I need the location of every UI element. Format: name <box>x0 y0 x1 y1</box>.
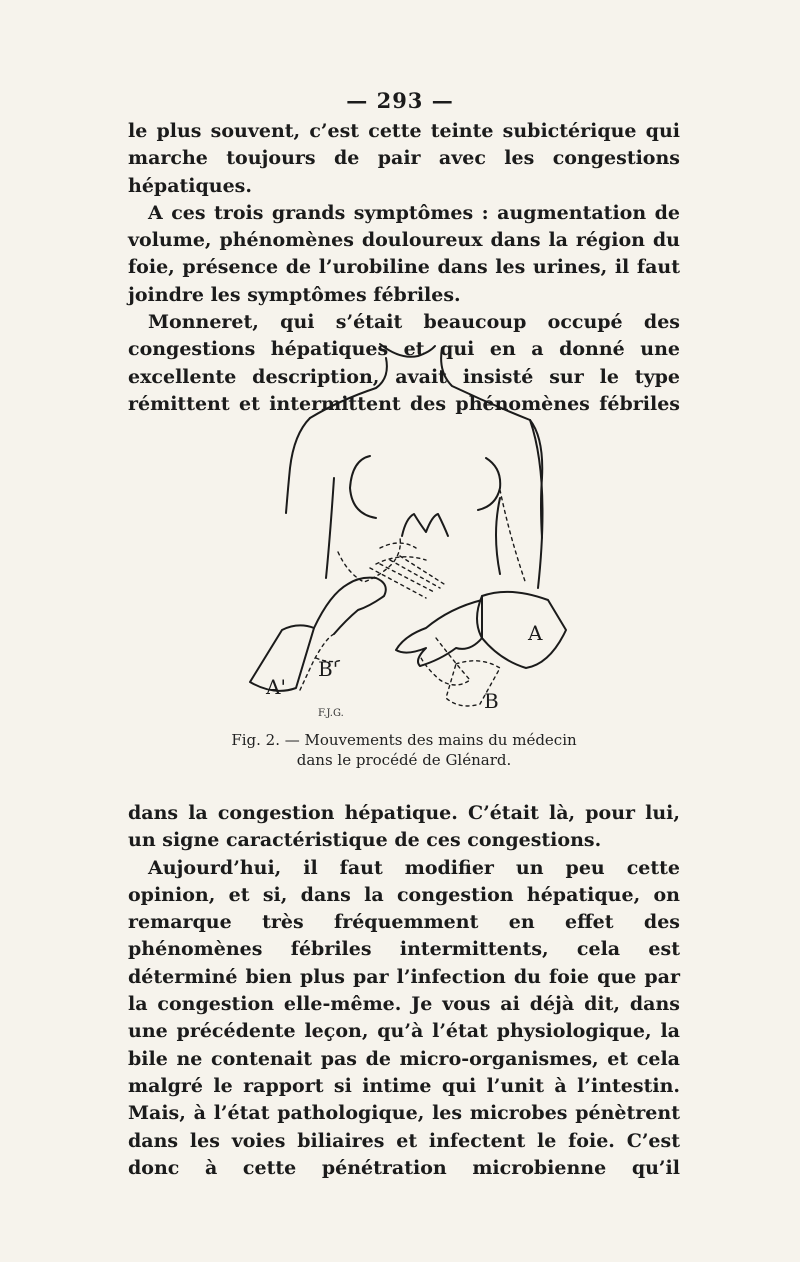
figure-illustration <box>230 338 580 720</box>
flank-right <box>496 498 500 574</box>
dotted-ribs <box>376 543 426 564</box>
ribcage-arch <box>402 514 448 536</box>
dotted-fingers <box>370 556 444 598</box>
paragraph: A ces trois grands symptômes : augmentation de volume, phénomènes douloureux dans la région du foie, présence de l’urobiline dans les urines, il faut joindre les symptômes fébriles. <box>128 201 680 306</box>
chin-line <box>380 344 435 357</box>
paragraph: dans la congestion hépatique. C’était là, pour lui, un signe caractéristique de ces congestions. <box>128 802 680 852</box>
label-a-right: A <box>528 621 543 645</box>
paragraph: Monneret, qui s’était beaucoup occupé des congestions hépatiques et qui en a donné une excellente description, avait insisté sur le type rémittent et intermittent des phénomènes fébriles <box>128 311 680 415</box>
paragraph: Aujourd’hui, il faut modifier un peu cette opinion, et si, dans la congestion hépatique, on remarque très fréquemment en effet des phénomènes fébriles intermittents, cela est déterminé bien plus par l’infection du foie que par la congestion elle-même. Je vous ai déjà dit, dans une précédente leçon, qu’à l’état physiologique, la bile ne contenait pas de micro-organismes, et cela malgré le rapport si intime qui l’unit à l’intestin. Mais, à l’état pathologique, les microbes pénètrent dans les voies biliaires et infectent le foie. C’est donc à cette pénétration microbienne qu’il <box>128 856 680 1179</box>
dotted-hand-right <box>420 638 470 685</box>
right-breast <box>478 458 500 510</box>
caption-line-2: dans le procédé de Glénard. <box>296 751 512 769</box>
bottom-text-block <box>128 800 680 1182</box>
left-hand <box>314 578 386 634</box>
dotted-chest-right <box>500 490 526 584</box>
right-hand <box>396 600 482 666</box>
paragraph: le plus souvent, c’est cette teinte subictérique qui marche toujours de pair avec les congestions hépatiques. <box>128 120 680 197</box>
page-number: — 293 — <box>346 88 454 113</box>
figure-caption <box>128 730 680 770</box>
flank-left <box>326 478 334 578</box>
left-breast <box>350 456 376 518</box>
label-a-left: A' <box>266 675 286 699</box>
label-b-right: B <box>484 689 499 713</box>
neck-left <box>310 358 387 418</box>
neck-right <box>441 348 530 420</box>
label-b-left: B' <box>318 657 339 681</box>
engraver-signature: F.J.G. <box>318 708 344 719</box>
torso-left-side <box>286 418 310 513</box>
caption-line-1: Fig. 2. — Mouvements des mains du médecin <box>231 731 577 749</box>
torso-hands-drawing <box>230 338 580 720</box>
sleeve-a <box>482 592 566 668</box>
